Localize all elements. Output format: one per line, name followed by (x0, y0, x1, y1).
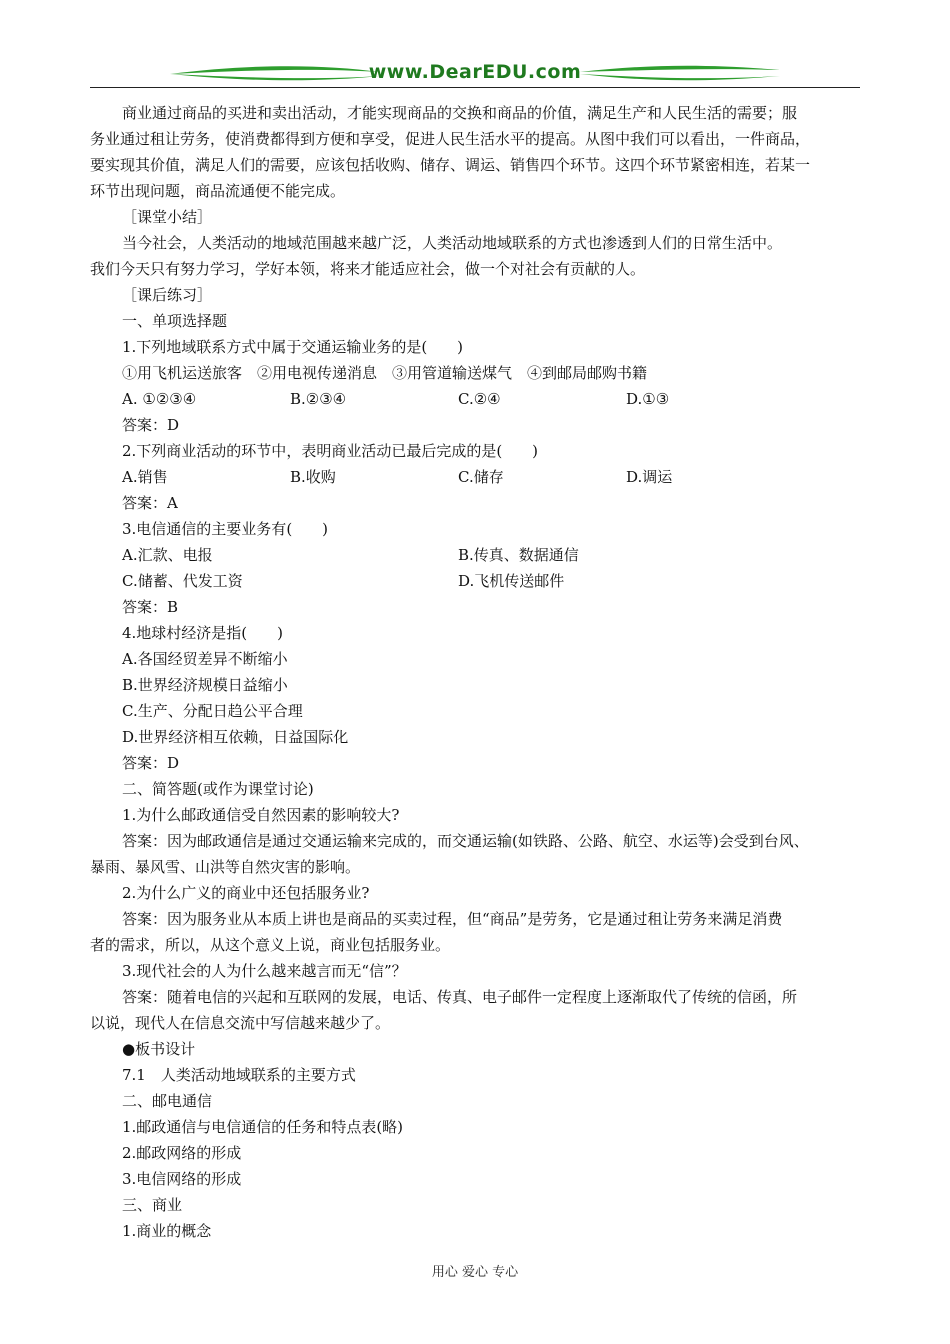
question: 1.下列地域联系方式中属于交通运输业务的是( ) (122, 338, 464, 356)
answer-options (122, 464, 862, 490)
answer: 答案：因为邮政通信是通过交通运输来完成的，而交通运输(如铁路、公路、航空、水运等)会受到台风、 (122, 832, 809, 850)
option-d: D.世界经济相互依赖，日益国际化 (122, 728, 349, 746)
option-a: A.汇款、电报 (122, 546, 213, 564)
answer: 者的需求，所以，从这个意义上说，商业包括服务业。 (90, 936, 451, 954)
outline-item: 7.1 人类活动地域联系的主要方式 (122, 1066, 356, 1084)
option-b: B.②③④ (290, 390, 347, 408)
paragraph-line: 环节出现问题，商品流通便不能完成。 (90, 182, 346, 200)
option-d: D.调运 (626, 468, 673, 486)
answer-options (122, 542, 862, 568)
paragraph-line: 商业通过商品的买进和卖出活动，才能实现商品的交换和商品的价值，满足生产和人民生活的需要；服 (122, 104, 798, 122)
site-brand: www.DearEDU.com (368, 61, 582, 83)
question: 3.电信通信的主要业务有( ) (122, 520, 329, 538)
answer: 以说，现代人在信息交流中写信越来越少了。 (90, 1014, 391, 1032)
option-b: B.传真、数据通信 (458, 546, 579, 564)
answer: 答案：D (122, 754, 180, 772)
outline-item: 1.邮政通信与电信通信的任务和特点表(略) (122, 1118, 404, 1136)
option-a: A. ①②③④ (122, 390, 197, 408)
question: 1.为什么邮政通信受自然因素的影响较大? (122, 806, 400, 824)
outline-item: 二、邮电通信 (122, 1092, 213, 1110)
paragraph-line: 当今社会，人类活动的地域范围越来越广泛，人类活动地域联系的方式也渗透到人们的日常生活中。 (122, 234, 783, 252)
question: 2.下列商业活动的环节中，表明商业活动已最后完成的是( ) (122, 442, 539, 460)
option-c: C.生产、分配日趋公平合理 (122, 702, 303, 720)
paragraph-line: 我们今天只有努力学习，学好本领，将来才能适应社会，做一个对社会有贡献的人。 (90, 260, 646, 278)
outline-item: 2.邮政网络的形成 (122, 1144, 242, 1162)
section-heading: ●板书设计 (122, 1040, 196, 1058)
option-a: A.各国经贸差异不断缩小 (122, 650, 288, 668)
section-heading: ［课堂小结］ (122, 208, 213, 226)
option-c: C.储存 (458, 468, 504, 486)
outline-item: 三、商业 (122, 1196, 183, 1214)
answer-options (122, 568, 862, 594)
question: 3.现代社会的人为什么越来越言而无“信”？ (122, 962, 407, 980)
paragraph-line: 务业通过租让劳务，使消费都得到方便和享受，促进人民生活水平的提高。从图中我们可以看出，一件商品， (90, 130, 811, 148)
option-a: A.销售 (122, 468, 168, 486)
question: 2.为什么广义的商业中还包括服务业? (122, 884, 370, 902)
answer: 答案：D (122, 416, 180, 434)
option-c: C.储蓄、代发工资 (122, 572, 243, 590)
answer: 答案：随着电信的兴起和互联网的发展，电话、传真、电子邮件一定程度上逐渐取代了传统的信函，所 (122, 988, 798, 1006)
answer: 答案：A (122, 494, 178, 512)
section-heading: 二、简答题(或作为课堂讨论) (122, 780, 314, 798)
document-body (90, 100, 862, 1244)
option-d: D.①③ (626, 390, 670, 408)
question: 4.地球村经济是指( ) (122, 624, 284, 642)
paragraph-line: 要实现其价值，满足人们的需要，应该包括收购、储存、调运、销售四个环节。这四个环节紧密相连，若某一 (90, 156, 811, 174)
option-b: B.收购 (290, 468, 336, 486)
answer: 暴雨、暴风雪、山洪等自然灾害的影响。 (90, 858, 361, 876)
option-b: B.世界经济规模日益缩小 (122, 676, 288, 694)
section-heading: 一、单项选择题 (122, 312, 228, 330)
page-header (90, 60, 860, 92)
option-d: D.飞机传送邮件 (458, 572, 565, 590)
header-divider (90, 87, 860, 88)
option-c: C.②④ (458, 390, 501, 408)
answer: 答案：因为服务业从本质上讲也是商品的买卖过程，但“商品”是劳务，它是通过租让劳务来满足消费 (122, 910, 783, 928)
outline-item: 3.电信网络的形成 (122, 1170, 242, 1188)
answer: 答案：B (122, 598, 179, 616)
answer-options (122, 386, 862, 412)
page-footer: 用心 爱心 专心 (431, 1265, 519, 1280)
question-items: ①用飞机运送旅客 ②用电视传递消息 ③用管道输送煤气 ④到邮局邮购书籍 (122, 364, 648, 382)
section-heading: ［课后练习］ (122, 286, 213, 304)
outline-item: 1.商业的概念 (122, 1222, 212, 1240)
